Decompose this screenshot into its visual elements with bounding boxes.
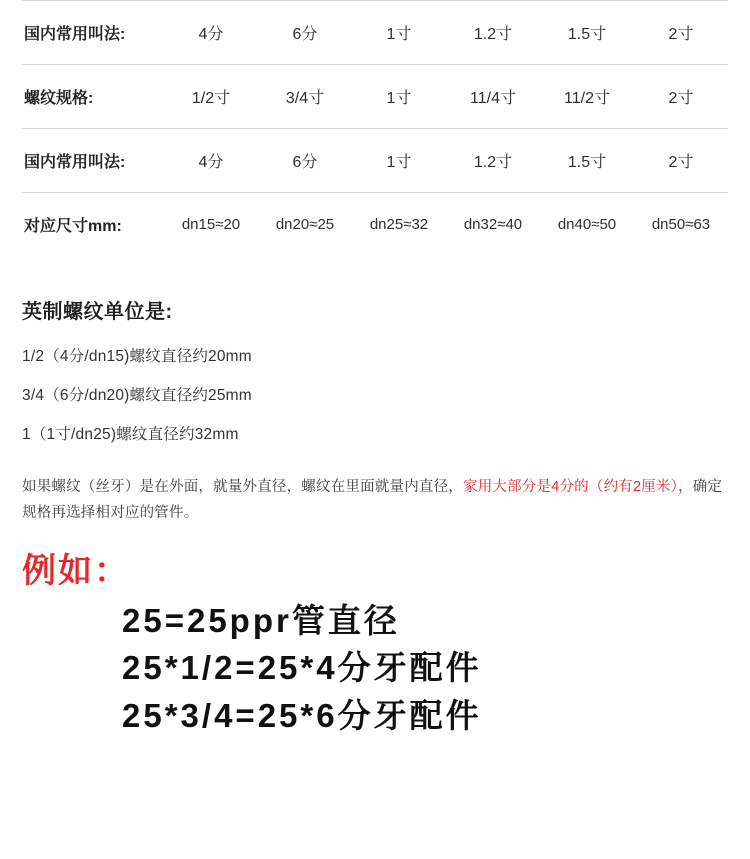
usage-note bbox=[22, 474, 728, 528]
table-cell: 1.5寸 bbox=[540, 1, 634, 65]
example-block bbox=[0, 553, 750, 740]
table-cell: 2寸 bbox=[634, 65, 728, 129]
pipe-spec-table bbox=[22, 0, 728, 257]
imperial-thread-section bbox=[0, 295, 750, 528]
table-cell: 11/4寸 bbox=[446, 65, 540, 129]
table-row bbox=[22, 1, 728, 65]
table-cell: dn15≈20 bbox=[181, 216, 241, 234]
note-text-part2: ，确定规格再选择相对应的管件。 bbox=[22, 478, 723, 522]
table-cell: 6分 bbox=[258, 1, 352, 65]
section-line: 3/4（6分/dn20)螺纹直径约25mm bbox=[22, 386, 252, 404]
row-label: 螺纹规格: bbox=[22, 65, 164, 129]
table-cell: dn20≈25 bbox=[275, 216, 335, 234]
example-line: 25=25ppr管直径 bbox=[122, 601, 400, 639]
spec-table-container bbox=[0, 0, 750, 257]
table-cell: dn50≈63 bbox=[651, 216, 711, 234]
table-cell: 1/2寸 bbox=[164, 65, 258, 129]
table-cell: 2寸 bbox=[634, 1, 728, 65]
table-cell: 2寸 bbox=[634, 129, 728, 193]
section-title: 英制螺纹单位是: bbox=[22, 300, 173, 323]
table-cell: 1.5寸 bbox=[540, 129, 634, 193]
row-label: 对应尺寸mm: bbox=[24, 218, 122, 236]
table-row bbox=[22, 193, 728, 257]
section-line: 1/2（4分/dn15)螺纹直径约20mm bbox=[22, 347, 252, 365]
table-cell: 1寸 bbox=[352, 1, 446, 65]
table-cell: 1寸 bbox=[352, 129, 446, 193]
table-cell: 1.2寸 bbox=[446, 129, 540, 193]
note-highlight: 家用大部分是4分的（约有2厘米） bbox=[463, 478, 679, 495]
table-cell: 4分 bbox=[164, 1, 258, 65]
table-cell: 1.2寸 bbox=[446, 1, 540, 65]
row-label: 国内常用叫法: bbox=[22, 129, 164, 193]
table-row bbox=[22, 129, 728, 193]
row-label: 国内常用叫法: bbox=[22, 1, 164, 65]
example-line: 25*3/4=25*6分牙配件 bbox=[122, 697, 482, 735]
table-cell: 11/2寸 bbox=[540, 65, 634, 129]
example-line: 25*1/2=25*4分牙配件 bbox=[122, 649, 482, 687]
note-text-part1: 如果螺纹（丝牙）是在外面，就量外直径，螺纹在里面就量内直径， bbox=[22, 478, 463, 495]
table-cell: 3/4寸 bbox=[258, 65, 352, 129]
table-cell: dn40≈50 bbox=[557, 216, 617, 234]
section-line: 1（1寸/dn25)螺纹直径约32mm bbox=[22, 425, 239, 443]
example-title: 例如： bbox=[22, 552, 130, 591]
table-cell: 6分 bbox=[258, 129, 352, 193]
table-cell: dn25≈32 bbox=[369, 216, 429, 234]
example-lines bbox=[22, 597, 728, 741]
table-cell: 4分 bbox=[164, 129, 258, 193]
table-row bbox=[22, 65, 728, 129]
table-cell: dn32≈40 bbox=[463, 216, 523, 234]
table-cell: 1寸 bbox=[352, 65, 446, 129]
